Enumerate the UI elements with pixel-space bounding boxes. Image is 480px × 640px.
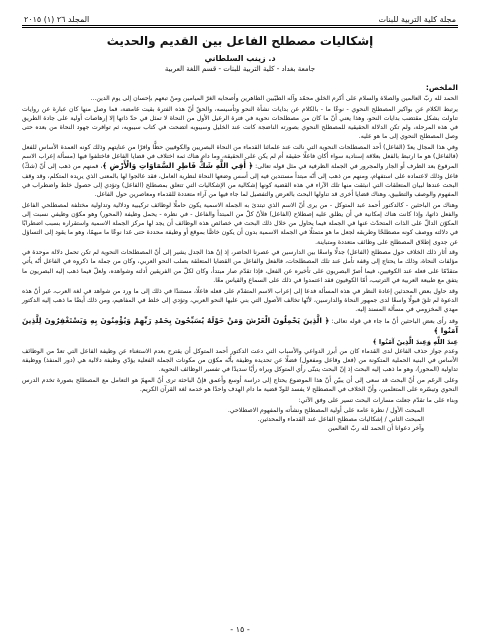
paragraph: وهناك من الباحثين - كالدكتور أحمد عبد المتوكل - من يرى أنّ الاسم الذي تبتدئ به الجملة الاسمية يكون حاملًا لوظائف تركيبية ودلالية وتداولية مختلفة لمصطلحي الفاعل والفعل ذاتها، وإذا كانت هناك إمكانية في أن يطلق عليه إصطلاح (الفاعل) فلأنّ كلّ من المبتدأ والفاعل - في نظره - يحمل وظيفة (المحور) وهو مكوّن وظيفي نسبت إلى المكوّن الدالّ على الذات المتحدّث عنها في الجملة فيما يحاول من خلال ذلك البحث في خصائص هذه الوظائف أن يجد لها مركز الجملة الاسمية واستقراره بسبب اضطرابًا في دلالته ووصف كونه مصطلحًا وطريقه لجعل ما هو متمثلًا في الجملة الاسمية بدون أن يكون خاصًّا بموقع أو وظيفة محددة حتى غدا نوعًا ما مبهمًا، وهو ما يقود إلى التساؤل عن جدوى إطلاق المصطلح على وظائف متعددة ومتباينة. bbox=[22, 201, 458, 246]
paper-page bbox=[22, 8, 458, 632]
plan-item: المبحث الثاني / إشكاليات مصطلح الفاعل عند القدماء والمحدثين. bbox=[257, 416, 424, 424]
volume-info: المجلد ٢٦ (١) ٢٠١٥ bbox=[24, 15, 90, 24]
paragraph-text: وقد رأى بعض الباحثين أنّ ما جاء في قوله تعالى: bbox=[331, 317, 459, 325]
paragraph: يرتبط الكلام عن بواكير المصطلح النحوي - نوعًا ما - بالكلام عن بدايات نشأة النحو وتأسيسه، والحقّ أنّ هذه الفترة بقيت غامضة، فما وصل منها كان عبارة عن روايات تناولت بشكل مقتضب بدايات النحو، وهذا يعني أنّ ما كان من مصطلحات نحوية في فترة الرعيل الأول من النحاة لا تمثل في حدّ ذاتها إلا إرهاصات أولية على جادة الطريق في هذه المرحلة، ولم تكن الدلالة الحقيقية للمصطلح النحوي بصورته الناضجة كانت عند الخليل وسيبويه اتضحت في كتاب سيبويه، ثم توافرت جهود النحاة من بعده حتى وصل المصطلح النحوي إلى ما هو عليه. bbox=[22, 105, 458, 141]
paragraph bbox=[22, 143, 458, 199]
header-rule bbox=[22, 25, 458, 26]
paragraph: وبناء على ما تقدّم جعلت مسارات البحث تسير على وفق الآتي: bbox=[298, 396, 458, 404]
paper-title: إشكاليات مصطلح الفاعل بين القديم والحديث bbox=[106, 34, 374, 48]
author-affiliation: جامعة بغداد - كلية التربية للبنات - قسم اللغة العربية bbox=[164, 65, 316, 73]
page-number: - ١٥ - bbox=[230, 625, 250, 634]
journal-name: مجلة كلية التربية للبنات bbox=[378, 15, 456, 24]
paragraph bbox=[22, 316, 458, 336]
plan-item: المبحث الأول / نظرة عامة على أولية المصطلح ونشأته والمفهوم الاصطلاحي. bbox=[227, 407, 424, 415]
quran-verse: ﴿ أَفِي اللَّهِ شَكٌّ فَاطِرِ السَّمَاوَاتِ وَالْأَرْضِ ﴾ bbox=[102, 161, 253, 171]
summary-heading: الملخص: bbox=[425, 83, 458, 92]
paragraph-text: ، فمنهم من ذهب إلى أنّ (شكّ) فاعل وذلك لاعتماده على استفهام، ومنهم من ذهب إلى أنّه مبتدأ مستندين فيه إلى أسس وضعها النحاة لنظرية العامل، فقد عالجوا لها بالمعنى الذي يريده المتكلم، وقد وقف البحث عندها لبيان المتعلقات التي انبثقت منها تلك الآراء في هذه القضية كونها إشكالية من الإشكاليات التي تتعلق بمصطلح (الفاعل) وتؤدي إلى حصول خلط واضطراب في المفهوم والوصف والتطبيق، وهناك قضايا أخرى قد تناولها البحث بالعرض والتفصيل لما جاء فيها من آراء متعددة للقدماء ومعاصرين حول الفاعل. bbox=[22, 163, 458, 199]
header-rule-second bbox=[22, 27, 458, 28]
paragraph: وقد حاول بعض المحدثين إعادة النظر في هذه المسألة فدعا إلى إعراب الاسم المتقدّم على فعله فاعلًا، مستندًا في ذلك إلى ما ورد من شواهد في لغة العرب، غير أنّ هذه الدعوة لم تلقَ قبولًا واسعًا لدى جمهور النحاة والدارسين، لأنّها تخالف الأصول التي بني عليها النحو العربي، وتؤدي إلى خلط في المفاهيم، ومن ذلك أيضًا ما ذهب إليه الدكتور مهدي المخزومي في مسألة المسند إليه. bbox=[22, 287, 458, 313]
plan-item: وآخر دعوانا أن الحمد لله ربّ العالمين bbox=[328, 425, 424, 433]
paragraph: وعدم جواز حذف الفاعل لدى القدماء كان من أبرز الدواعي والأسباب التي دعت الدكتور أحمد المتوكل أن يقترح بعدم الاستغناء عن وظيفة الفاعل التي تعدّ من الوظائف الأساس في البنية الحملية المتكونة من (فعل وفاعل ومفعول) فضلًا عن تحديده وظيفة بأنّه مكوّن من مكونات الجملة الفعلية يؤدّي وظيفة دلالية هي (دور المنفذ) ووظيفة تداولية (المحور)، وهو ما ذهب إليه البحث إذ إنّ البحث يتبنّى رأي المتوكل ويراه رأيًا سديدًا في تفسير الوظائف النحوية. bbox=[22, 347, 458, 373]
paragraph-text: وفي هذا المجال يعدّ (الفاعل) أحد المصطلحات النحوية التي نالت عند علمائنا القدماء من النحاة البصريين والكوفيين حظًّا وافرًا من عنايتهم وذلك كونه العمدة الأساس للفعل (فالفاعل) هو ما ارتبط بالفعل بعلاقة إسنادية سواء أكان فاعلًا حقيقة أم لم يكن على الحقيقة، وما دام هناك ثمة اختلاف في قضايا الفاعل فاختلفوا فيها (مسألة إعراب الاسم المرفوع بعد الظرف أو الجار والمجرور في الجملة الظرفية في مثل قوله تعالى: bbox=[22, 144, 459, 171]
author-name: د. زينب السلطاني bbox=[204, 54, 276, 63]
paragraph: الحمد لله ربّ العالمين والصلاة والسلام على أكرم الخلق محمّد وآله الطيّبين الطاهرين وأصحابه الغرّ الميامين ومنْ تبعهم بإحسان إلى يوم الدين... bbox=[90, 95, 458, 102]
quran-verse: ﴿ الَّذِينَ يَحْمِلُونَ الْعَرْشَ وَمَنْ حَوْلَهُ يُسَبِّحُونَ بِحَمْدِ رَبِّهِمْ وَيُؤْمِنُونَ بِهِ وَيَسْتَغْفِرُونَ لِلَّذِينَ آمَنُوا ﴾ bbox=[22, 315, 458, 335]
research-plan bbox=[22, 406, 458, 433]
quran-verse-line: عِندَ اللَّهِ وَعِندَ الَّذِينَ آمَنُوا ﴾ bbox=[372, 337, 458, 346]
paragraph: وعلى الرغم من أنّ البحث قد سعى إلى أن يبيّن أنّ هذا الموضوع يحتاج إلى دراسة أوسع وأعمق فإنّ الباحثة ترى أنّ المهمّ هو التعامل مع المصطلح بصورة تخدم الدرس النحوي وتيسّره على المتعلمين، وأنّ الخلاف في المصطلح لا يفسد للودّ قضية ما دام الهدف واحدًا هو خدمة لغة القرآن الكريم. bbox=[22, 376, 458, 393]
paragraph: وقد أثار ذلك الخلاف حول مصطلح (الفاعل) جدلًا واسعًا بين الدارسين في عصرنا الحاضر، إذ إنّ هذا الجدل يشير إلى أنّ المصطلحات النحوية لم تكن تحمل دلالة موحدة في مؤلفات النحاة، وذلك ما يحتاج إلى وقفة تأمل عند تلك المصطلحات، فالفعل والفاعل من القضايا المتعلقة بصلب النحو العربي، وكان من جملة ما ذكروه في الفاعل أنّه يأتي متقدّمًا على فعله عند الكوفيين، فيما أصرّ البصريون على تأخيره عن الفعل، فإذا تقدّم صار مبتدأ، وكان لكلّ من الفريقين أدلته وشواهده، ولعلّ فيما ذهب إليه البصريون ما يتفق مع طبيعة العربية في الترتيب، أمّا الكوفيون فقد اعتمدوا في ذلك على السماع والقياس معًا. bbox=[22, 249, 458, 284]
running-header bbox=[22, 8, 458, 24]
